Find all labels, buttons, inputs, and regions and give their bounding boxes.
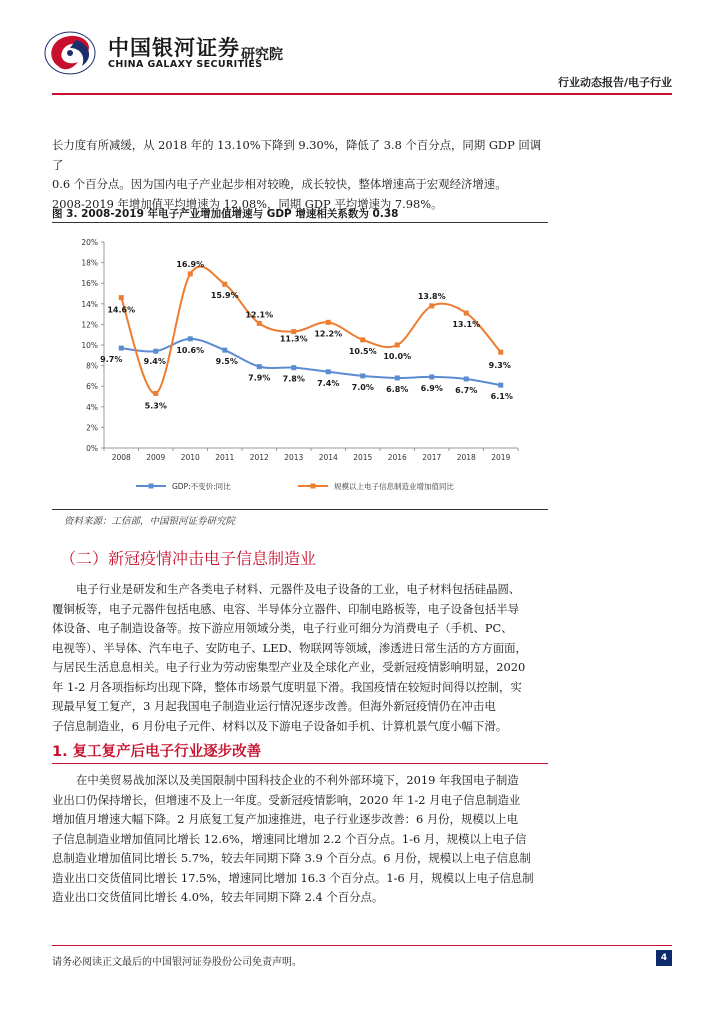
y-tick-label: 0% (86, 444, 98, 453)
y-tick-label: 6% (86, 382, 98, 392)
x-tick-label: 2017 (422, 453, 442, 462)
data-label: 14.6% (107, 305, 136, 315)
text-line: 子信息制造业增加值同比增长 12.6%，增速同比增加 2.2 个百分点。1-6 月，规模以上电子信 (52, 831, 527, 846)
brand-name-cn: 中国银河证券 (108, 36, 240, 60)
text-line: 息制造业增加值同比增长 5.7%，较去年同期下降 3.9 个百分点。6 月份，规模以上电子信息制 (52, 851, 531, 865)
x-tick-label: 2013 (284, 453, 304, 462)
data-point (222, 348, 227, 353)
text-line: 造业出口交货值同比增长 17.5%，增速同比增加 16.3 个百分点。1-6 月，规模以上电子信息制 (52, 870, 534, 885)
subsection-rule (52, 763, 548, 764)
subsection-paragraph (52, 771, 548, 908)
data-point (326, 320, 331, 325)
data-label: 9.4% (143, 357, 166, 367)
galaxy-logo-icon (40, 26, 104, 78)
text-line: 体设备、电子制造设备等。按下游应用领域分类，电子行业可细分为消费电子（手机、PC、 (52, 621, 513, 635)
data-label: 12.1% (245, 310, 274, 320)
data-point (360, 337, 365, 342)
data-point (153, 391, 158, 396)
text-line: 造业出口交货值同比增长 4.0%，较去年同期下降 2.4 个百分点。 (52, 890, 384, 904)
data-point (360, 373, 365, 378)
text-line: 2008-2019 年增加值平均增速为 12.08%，同期 GDP 平均增速为 7.98%。 (52, 196, 443, 211)
text-line: 覆铜板等，电子元器件包括电感、电容、半导体分立器件、印制电路板等，电子设备包括半导 (52, 601, 520, 616)
x-tick-label: 2012 (249, 453, 269, 462)
data-label: 13.8% (417, 291, 446, 301)
text-line: 子信息制造业，6 月份电子元件、材料以及下游电子设备如手机、计算机景气度小幅下滑。 (52, 718, 508, 733)
legend-label: 规模以上电子信息制造业增加值同比 (334, 482, 454, 491)
y-tick-label: 16% (81, 279, 98, 289)
y-tick-label: 18% (81, 258, 98, 268)
section-title: （二）新冠疫情冲击电子信息制造业 (60, 549, 317, 568)
text-line: 长力度有所减缓，从 2018 年的 13.10%下降到 9.30%，降低了 3.8 个百分点，同期 GDP 回调了 (52, 138, 542, 172)
text-line: 现最早复工复产，3 月起我国电子制造业运行情况逐步改善。但海外新冠疫情仍在冲击电 (52, 699, 496, 713)
data-label: 6.9% (420, 383, 443, 393)
figure-bottom-rule (52, 509, 548, 510)
y-tick-label: 12% (81, 320, 98, 330)
data-label: 11.3% (279, 334, 308, 344)
data-point (395, 343, 400, 348)
x-tick-label: 2015 (353, 453, 373, 462)
data-label: 10.5% (348, 346, 377, 356)
legend-marker (311, 484, 316, 489)
data-point (153, 349, 158, 354)
data-label: 15.9% (210, 291, 239, 301)
data-label: 7.8% (282, 374, 305, 384)
data-point (464, 311, 469, 316)
page-number: 4 (656, 950, 672, 966)
text-line: 业出口仍保持增长，但增速不及上一年度。受新冠疫情影响，2020 年 1-2 月电子信息制造业 (52, 792, 521, 807)
y-tick-label: 10% (81, 341, 98, 350)
data-point (222, 282, 227, 287)
data-point (429, 374, 434, 379)
data-point (395, 375, 400, 380)
data-point (429, 303, 434, 308)
data-point (188, 336, 193, 341)
y-tick-label: 8% (86, 361, 98, 371)
disclaimer: 请务必阅读正文最后的中国银河证券股份公司免责声明。 (52, 957, 302, 968)
data-point (257, 364, 262, 369)
data-label: 6.1% (490, 392, 513, 402)
data-label: 9.5% (215, 357, 238, 367)
legend-label: GDP:不变价:同比 (172, 482, 231, 491)
data-point (464, 376, 469, 381)
x-tick-label: 2008 (111, 453, 131, 462)
x-tick-label: 2009 (146, 453, 166, 462)
header-divider (52, 93, 672, 95)
data-point (291, 365, 296, 370)
data-point (257, 321, 262, 326)
data-point (498, 383, 503, 388)
data-label: 7.0% (351, 382, 374, 392)
data-label: 9.3% (488, 361, 511, 371)
institute-label: 研究院 (241, 47, 283, 63)
data-label: 6.8% (386, 384, 409, 394)
x-tick-label: 2011 (215, 453, 235, 462)
data-point (326, 369, 331, 374)
data-label: 5.3% (144, 401, 167, 411)
y-tick-label: 20% (81, 238, 98, 247)
x-tick-label: 2019 (491, 453, 511, 462)
data-label: 6.7% (455, 385, 478, 395)
subsection-title: 1. 复工复产后电子行业逐步改善 (52, 744, 262, 760)
data-label: 10.6% (176, 345, 205, 355)
data-label: 16.9% (176, 259, 205, 269)
data-point (188, 271, 193, 276)
x-tick-label: 2010 (180, 453, 200, 462)
legend-marker (149, 484, 154, 489)
data-label: 7.9% (248, 373, 271, 383)
section-paragraph (52, 580, 548, 736)
figure-top-rule (52, 222, 548, 223)
data-label: 13.1% (452, 320, 481, 330)
data-point (291, 329, 296, 334)
text-line: 在中美贸易战加深以及美国限制中国科技企业的不利外部环境下，2019 年我国电子制造 (76, 773, 519, 787)
x-tick-label: 2018 (456, 453, 476, 462)
data-point (119, 346, 124, 351)
data-point (119, 295, 124, 300)
y-tick-label: 4% (86, 402, 98, 412)
text-line: 与居民生活息息相关。电子行业为劳动密集型产业及全球化产业，受新冠疫情影响明显，2020 (52, 660, 526, 674)
series-line (121, 267, 501, 394)
y-tick-label: 14% (81, 299, 98, 309)
brand-name-en: CHINA GALAXY SECURITIES (108, 59, 263, 70)
figure-title: 图 3. 2008-2019 年电子产业增加值增速与 GDP 增速相关系数为 0.38 (52, 208, 399, 220)
text-line: 电视等）、半导体、汽车电子、安防电子、LED、物联网等领域，渗透进日常生活的方方面面， (52, 640, 527, 655)
figure-source: 资料来源：工信部，中国银河证券研究院 (64, 516, 236, 527)
data-point (498, 350, 503, 355)
text-line: 年 1-2 月各项指标均出现下降，整体市场景气度明显下滑。我国疫情在较短时间得以控制，实 (52, 679, 522, 694)
intro-paragraph (52, 136, 548, 214)
data-label: 12.2% (314, 329, 343, 339)
text-line: 0.6 个百分点。因为国内电子产业起步相对较晚，成长较快，整体增速高于宏观经济增速。 (52, 177, 507, 191)
y-tick-label: 2% (86, 423, 98, 433)
text-line: 电子行业是研发和生产各类电子材料、元器件及电子设备的工业，电子材料包括硅晶圆、 (76, 582, 521, 596)
x-tick-label: 2016 (387, 453, 407, 462)
footer-divider (52, 945, 672, 946)
data-label: 10.0% (383, 352, 412, 361)
data-label: 9.7% (100, 355, 123, 365)
growth-line-chart (52, 228, 548, 506)
text-line: 增加值月增速大幅下降。2 月底复工复产加速推进，电子行业逐步改善：6 月份，规模以上电 (52, 812, 518, 826)
report-type: 行业动态报告/电子行业 (557, 76, 672, 89)
x-tick-label: 2014 (318, 453, 338, 462)
data-label: 7.4% (317, 378, 340, 388)
